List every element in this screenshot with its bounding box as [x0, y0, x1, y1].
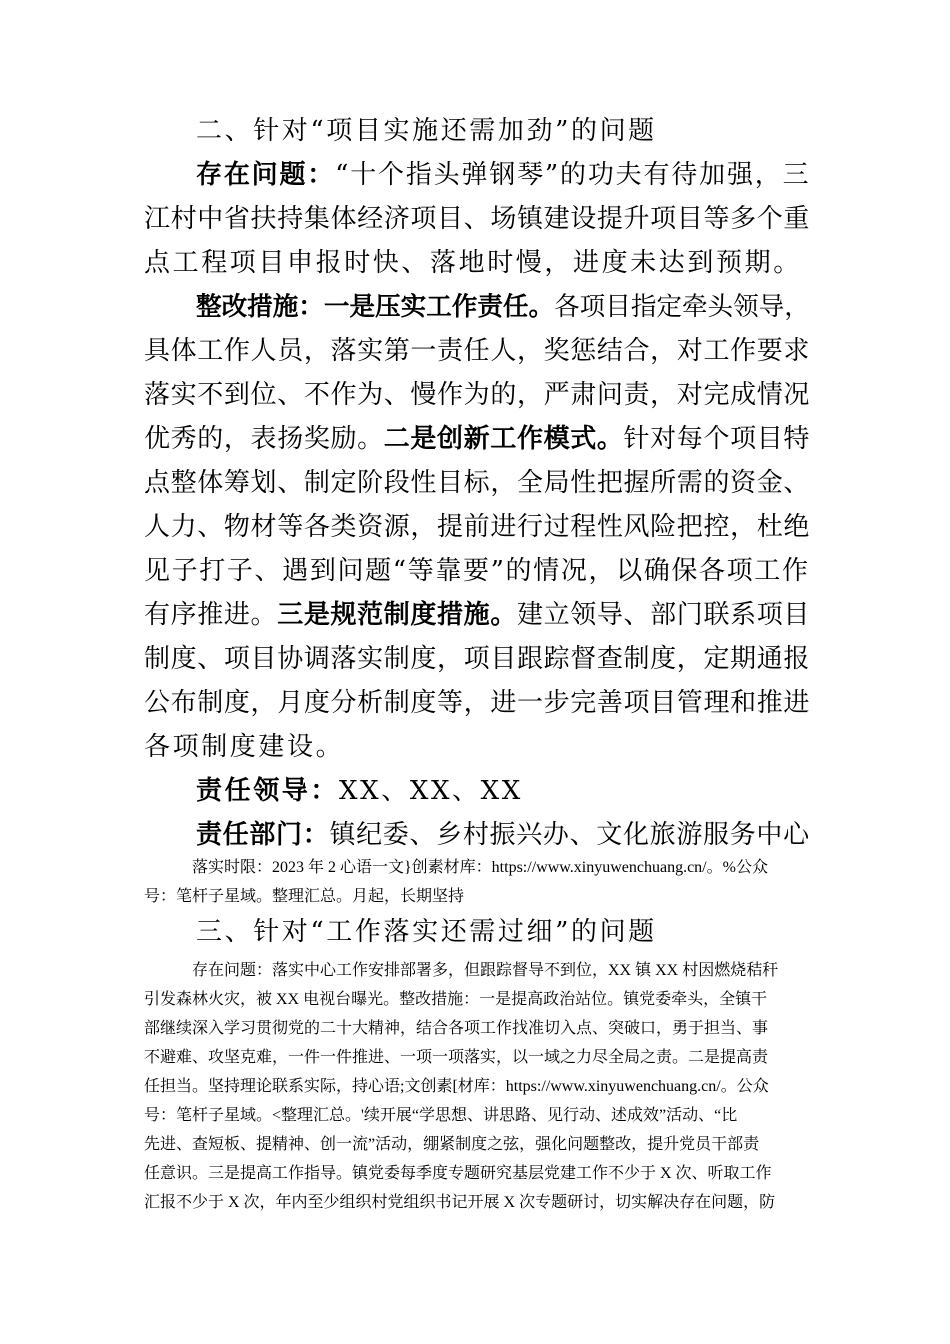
measures-paragraph-line: 点整体筹划、制定阶段性目标，全局性把握所需的资金、 — [144, 468, 811, 498]
measure-3-text: 建立领导、部门联系项目 — [516, 600, 811, 630]
measures-label: 整改措施： — [196, 292, 324, 322]
measures-paragraph-line: 见子打子、遇到问题“等靠要”的情况，以确保各项工作 — [144, 556, 810, 586]
measures-paragraph-line: 具体工作人员，落实第一责任人，奖惩结合，对工作要求 — [144, 336, 811, 366]
measure-2-tail: 有序推进。 — [144, 600, 278, 630]
problem-text: “十个指头弹钢琴”的功夫有待加强，三 — [335, 160, 811, 190]
measure-2-text: 针对每个项目特 — [623, 424, 811, 454]
measure-3-title: 三是规范制度措施。 — [277, 600, 517, 630]
problem-paragraph-line: 江村中省扶持集体经济项目、场镇建设提升项目等多个重 — [144, 204, 811, 234]
responsible-dept-value: 镇纪委、乡村振兴办、文化旅游服务中心 — [329, 820, 810, 850]
section-2-heading: 二、针对“项目实施还需加劲”的问题 — [196, 116, 657, 146]
problem-paragraph-line: 点工程项目申报时快、落地时慢，进度未达到预期。 — [144, 248, 802, 278]
section-3-body-line: 部继续深入学习贯彻党的二十大精神，结合各项工作找准切入点、突破口，勇于担当、事 — [144, 1020, 769, 1037]
measure-2-title: 二是创新工作模式。 — [383, 424, 624, 454]
section-3-body-line: 汇报不少于 X 次，年内至少组织村党组织书记开展 X 次专题研讨，切实解决存在问题，防 — [144, 1194, 776, 1211]
section-3-body-line: 任意识。三是提高工作指导。镇党委每季度专题研究基层党建工作不少于 X 次、听取工作 — [144, 1165, 772, 1182]
section-3-body-line: 不避难、攻坚克难，一件一件推进、一项一项落实，以一域之力尽全局之责。二是提高责 — [144, 1049, 769, 1066]
measures-paragraph-line — [196, 292, 810, 322]
section-3-body-line: 先进、查短板、提精神、创一流”活动，绷紧制度之弦，强化问题整改，提升党员干部责 — [144, 1136, 760, 1153]
problem-paragraph-line — [196, 160, 810, 190]
measures-paragraph-line: 各项制度建设。 — [144, 732, 345, 762]
measures-paragraph-line: 落实不到位、不作为、慢作为的，严肃问责，对完成情况 — [144, 380, 811, 410]
responsible-leader-line — [196, 776, 523, 806]
measures-paragraph-line: 公布制度，月度分析制度等，进一步完善项目管理和推进 — [144, 688, 811, 718]
problem-label: 存在问题： — [196, 160, 336, 190]
section-3-body-line: 存在问题：落实中心工作安排部署多，但跟踪督导不到位，XX 镇 XX 村因燃烧秸秆 — [192, 962, 779, 979]
measures-paragraph-line: 人力、物材等各类资源，提前进行过程性风险把控，杜绝 — [144, 512, 811, 542]
measure-1-title: 一是压实工作责任。 — [323, 292, 555, 322]
deadline-line: 号：笔杆子星域。整理汇总。月起，长期坚持 — [144, 888, 465, 905]
responsible-dept-line — [196, 820, 810, 850]
section-3-body-line: 任担当。坚持理论联系实际，持心语;文创素[材库：https://www.xinyuwenchuang.cn/。公众 — [144, 1078, 769, 1095]
section-3-heading: 三、针对“工作落实还需过细”的问题 — [196, 917, 657, 947]
section-3-body-line: 引发森林火灾，被 XX 电视台曝光。整改措施：一是提高政治站位。镇党委牵头，全镇干 — [144, 991, 768, 1008]
responsible-leader-value: XX、XX、XX — [339, 776, 523, 806]
measure-1-text: 各项目指定牵头领导， — [554, 292, 810, 322]
responsible-dept-label: 责任部门： — [196, 820, 330, 850]
deadline-line: 落实时限：2023 年 2 心语一文}创素材库：https://www.xinyuwenchuang.cn/。%公众 — [192, 859, 768, 876]
measure-1-tail: 优秀的，表扬奖励。 — [144, 424, 384, 454]
measures-paragraph-line — [144, 424, 810, 454]
responsible-leader-label: 责任领导： — [196, 776, 340, 806]
section-3-body-line: 号：笔杆子星域。<整理汇总。'续开展“学思想、讲思路、见行动、述成效”活动、“比 — [144, 1107, 738, 1124]
measures-paragraph-line: 制度、项目协调落实制度，项目跟踪督查制度，定期通报 — [144, 644, 811, 674]
measures-paragraph-line — [144, 600, 810, 630]
